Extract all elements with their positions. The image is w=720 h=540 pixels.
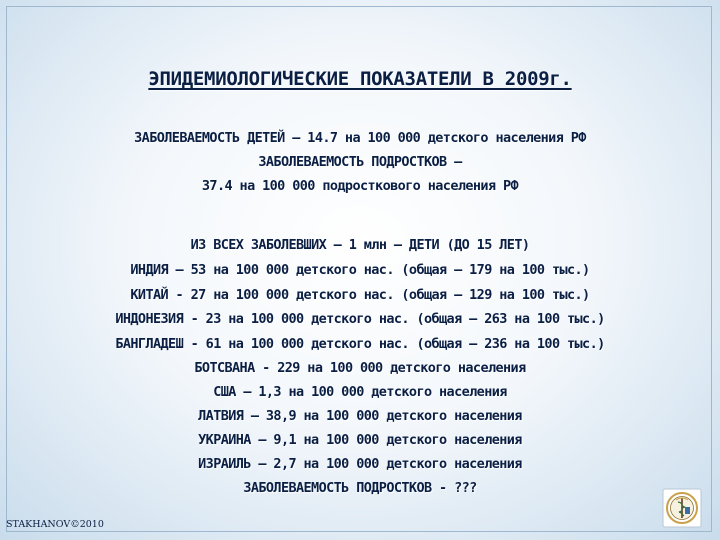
country-latvia-line: ЛАТВИЯ – 38,9 на 100 000 детского населения <box>198 408 522 424</box>
country-bangladesh-line: БАНГЛАДЕШ - 61 на 100 000 детского нас. (общая – 236 на 100 тыс.) <box>115 336 605 352</box>
medical-emblem-icon <box>662 488 702 528</box>
adolescents-unknown-line: ЗАБОЛЕВАЕМОСТЬ ПОДРОСТКОВ - ??? <box>243 480 477 496</box>
slide-title: ЭПИДЕМИОЛОГИЧЕСКИЕ ПОКАЗАТЕЛИ В 2009г. <box>148 68 572 90</box>
world-total-line: ИЗ ВСЕХ ЗАБОЛЕВШИХ – 1 млн – ДЕТИ (ДО 15 ЛЕТ) <box>190 237 530 253</box>
country-india-line: ИНДИЯ – 53 на 100 000 детского нас. (общая – 179 на 100 тыс.) <box>130 262 590 278</box>
morbidity-adolescents-line: ЗАБОЛЕВАЕМОСТЬ ПОДРОСТКОВ – <box>258 154 462 170</box>
country-botswana-line: БОТСВАНА - 229 на 100 000 детского населения <box>194 360 526 376</box>
country-indonesia-line: ИНДОНЕЗИЯ - 23 на 100 000 детского нас. (общая – 263 на 100 тыс.) <box>115 311 605 327</box>
country-usa-line: США – 1,3 на 100 000 детского населения <box>213 384 507 400</box>
morbidity-adolescents-rate-line: 37.4 на 100 000 подросткового населения РФ <box>201 178 519 194</box>
country-ukraine-line: УКРАИНА – 9,1 на 100 000 детского населения <box>198 432 522 448</box>
country-china-line: КИТАЙ - 27 на 100 000 детского нас. (общая – 129 на 100 тыс.) <box>130 287 590 303</box>
footer-copyright: STAKHANOV©2010 <box>6 519 104 530</box>
country-israel-line: ИЗРАИЛЬ – 2,7 на 100 000 детского населения <box>198 456 522 472</box>
morbidity-children-line: ЗАБОЛЕВАЕМОСТЬ ДЕТЕЙ – 14.7 на 100 000 детского населения РФ <box>134 130 586 146</box>
